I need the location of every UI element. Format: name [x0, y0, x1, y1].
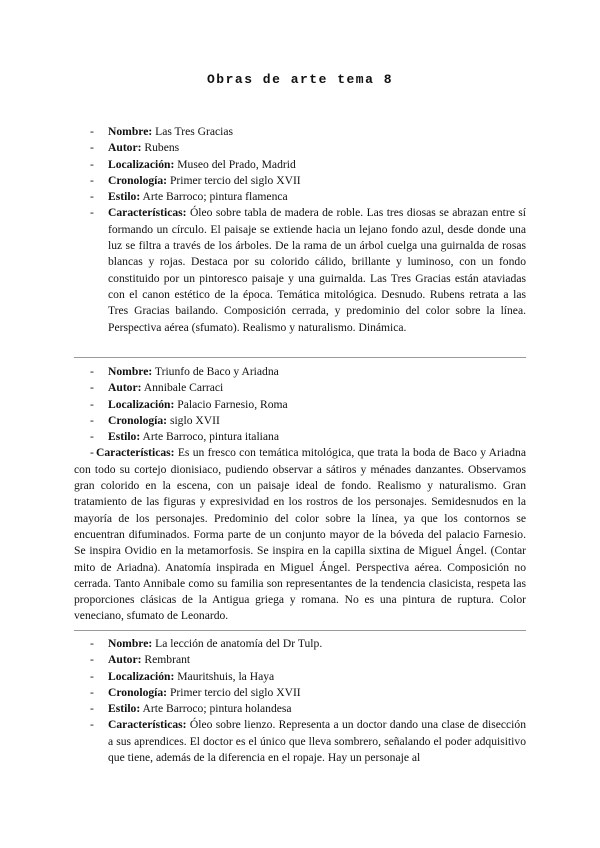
bullet: -: [90, 173, 94, 187]
label-autor: Autor:: [108, 381, 142, 395]
bullet: -: [90, 637, 94, 650]
field-estilo: [0, 429, 600, 445]
value-cronologia: Primer tercio del siglo XVII: [169, 173, 301, 187]
value-localizacion: Mauritshuis, la Haya: [177, 669, 275, 683]
bullet: -: [90, 718, 94, 732]
value-estilo: Arte Barroco; pintura flamenca: [142, 190, 288, 204]
artwork-entry-1: [0, 124, 600, 336]
label-caracteristicas: Características:: [96, 446, 175, 460]
document-title: Obras de arte tema 8: [206, 72, 394, 87]
section-divider: [74, 630, 526, 631]
value-nombre: La lección de anatomía del Dr Tulp.: [155, 637, 323, 650]
bullet: -: [90, 125, 94, 138]
value-nombre: Triunfo de Baco y Ariadna: [154, 365, 279, 378]
value-localizacion: Museo del Prado, Madrid: [177, 157, 296, 171]
field-nombre: [0, 364, 600, 380]
field-nombre: [0, 124, 600, 140]
value-estilo: Arte Barroco, pintura italiana: [142, 430, 279, 444]
label-cronologia: Cronología:: [108, 685, 168, 699]
value-cronologia: siglo XVII: [169, 413, 220, 427]
label-nombre: Nombre:: [108, 125, 153, 138]
label-autor: Autor:: [108, 653, 142, 667]
artwork-entry-3: [0, 636, 600, 766]
label-nombre: Nombre:: [108, 637, 153, 650]
bullet: -: [90, 653, 94, 667]
label-estilo: Estilo:: [108, 702, 141, 716]
label-localizacion: Localización:: [108, 397, 175, 411]
field-cronologia: [0, 685, 600, 701]
label-localizacion: Localización:: [108, 669, 175, 683]
bullet: -: [90, 157, 94, 171]
field-autor: [0, 380, 600, 396]
field-localizacion: [0, 157, 600, 173]
field-caracteristicas: [74, 445, 526, 624]
label-nombre: Nombre:: [108, 365, 153, 378]
label-autor: Autor:: [108, 141, 142, 155]
value-caracteristicas: Es un fresco con temática mitológica, que trata la boda de Baco y Ariadna con todo su cortejo dionisiaco, pudiendo observar a sátiros y ménades danzantes. Observamos gran colorido en la escena, con un paisaje ideal de fondo. Realismo y naturalismo. Gran tratamiento de las figuras y expresividad en los rostros de los personajes. Semidesnudos en la mayoría de los personajes. Predominio del color sobre la línea, ya que los contornos se encuentran difuminados. Forma parte de un conjunto mayor de la bóveda del palacio Farnesio. Se inspira Ovidio en la metamorfosis. Se inspira en la capilla sixtina de Miguel Ángel. (Contar mito de Ariadna). Anatomía inspirada en Miguel Ángel. Perspectiva aérea. Composición no cerrada. Tanto Annibale como su familia son representantes de la tendencia clasicista, respeta las proporciones clásicas de la Antigua griega y romana. No es una pintura de ruptura. Color veneciano, sfumato de Leonardo.: [74, 446, 526, 623]
section-divider: [74, 357, 526, 358]
value-nombre: Las Tres Gracias: [155, 125, 234, 138]
bullet: -: [90, 430, 94, 444]
bullet: -: [90, 702, 94, 716]
value-estilo: Arte Barroco; pintura holandesa: [142, 702, 292, 716]
label-cronologia: Cronología:: [108, 413, 168, 427]
field-localizacion: [0, 669, 600, 685]
value-autor: Rubens: [144, 141, 180, 155]
value-cronologia: Primer tercio del siglo XVII: [169, 685, 301, 699]
field-estilo: [0, 701, 600, 717]
field-autor: [0, 652, 600, 668]
bullet: -: [90, 141, 94, 155]
value-localizacion: Palacio Farnesio, Roma: [177, 397, 288, 411]
label-cronologia: Cronología:: [108, 173, 168, 187]
value-autor: Annibale Carraci: [143, 381, 224, 395]
value-caracteristicas: Óleo sobre tabla de madera de roble. Las tres diosas se abrazan entre sí formando un círculo. El paisaje se extiende hacia un lejano fondo azul, desde donde una luz se filtra a través de los árboles. De la rama de un árbol cuelga una guirnalda de rosas blancas y rojas. Destaca por su colorido cálido, brillante y luminoso, con un fondo constituido por un pintoresco paisaje y una guirnalda. Las Tres Gracias están ataviadas con el canon estético de la época. Temática mitológica. Desnudo. Rubens retrata a las Tres Gracias bailando. Composición cerrada, y predominio del color sobre la línea. Perspectiva aérea (sfumato). Realismo y naturalismo. Dinámica.: [108, 206, 526, 334]
field-localizacion: [0, 397, 600, 413]
field-nombre: [0, 636, 600, 652]
bullet: -: [90, 446, 94, 460]
artwork-entry-2: [0, 364, 600, 625]
field-cronologia: [0, 173, 600, 189]
bullet: -: [90, 206, 94, 220]
field-cronologia: [0, 413, 600, 429]
bullet: -: [90, 669, 94, 683]
label-localizacion: Localización:: [108, 157, 175, 171]
field-autor: [0, 140, 600, 156]
value-autor: Rembrant: [144, 653, 191, 667]
label-caracteristicas: Características:: [108, 718, 187, 732]
field-estilo: [0, 189, 600, 205]
bullet: -: [90, 365, 94, 378]
label-caracteristicas: Características:: [108, 206, 187, 220]
bullet: -: [90, 685, 94, 699]
field-caracteristicas: [90, 205, 526, 335]
bullet: -: [90, 413, 94, 427]
value-caracteristicas: Óleo sobre lienzo. Representa a un doctor dando una clase de disección a sus aprendices. El doctor es el único que lleva sombrero, señalando el poder adquisitivo que tiene, además de la diferencia en el ropaje. Hay un personaje al: [108, 718, 526, 765]
bullet: -: [90, 397, 94, 411]
bullet: -: [90, 381, 94, 395]
bullet: -: [90, 190, 94, 204]
label-estilo: Estilo:: [108, 430, 141, 444]
label-estilo: Estilo:: [108, 190, 141, 204]
field-caracteristicas: [90, 717, 526, 766]
